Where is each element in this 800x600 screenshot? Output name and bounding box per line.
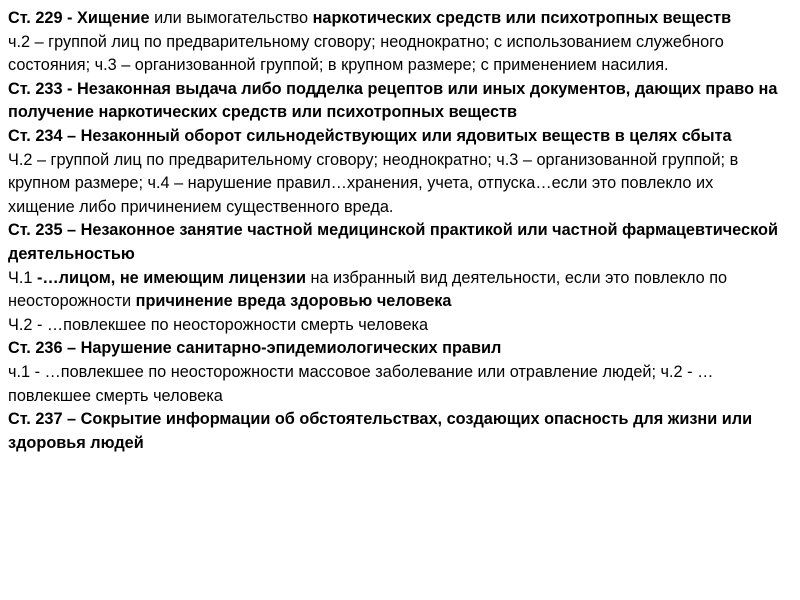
- heading-run: Ст. 235 – Незаконное занятие частной медицинской практикой или частной фармацевтической деятельностью: [8, 221, 778, 263]
- article-233-heading: [8, 78, 778, 125]
- document-page: [8, 7, 778, 455]
- body-run: -…лицом, не имеющим лицензии: [36, 268, 306, 287]
- heading-run: наркотических средств или психотропных веществ: [312, 9, 732, 27]
- heading-run: Ст. 236 – Нарушение санитарно-эпидемиологических правил: [8, 339, 502, 358]
- article-236-heading: [8, 337, 778, 361]
- body-run: ч.1 - …повлекшее по неосторожности массовое заболевание или отравление людей; ч.2 - …повлекшее смерть человека: [8, 362, 714, 405]
- article-234-heading: [8, 125, 778, 149]
- article-229-heading: [8, 7, 778, 31]
- article-236-body: [8, 361, 778, 408]
- article-235-body: [8, 267, 778, 314]
- body-run: Ч.2 – группой лиц по предварительному сговору; неоднократно; ч.3 – организованной группой; в крупном размере; ч.4 – нарушение правил…хранения, учета, отпуска…если это повлекло их хищение либо причинением существенного вреда.: [8, 150, 739, 216]
- article-229-body: [8, 31, 778, 78]
- heading-run: Ст. 229 - Хищение: [8, 9, 150, 27]
- heading-run: Ст. 237 – Сокрытие информации об обстоятельствах, создающих опасность для жизни или здоровья людей: [8, 410, 753, 452]
- article-235-body-part-2: [8, 314, 778, 338]
- body-run: ч.2 – группой лиц по предварительному сговору; неоднократно; с использованием служебного состояния; ч.3 – организованной группой; в крупном размере; с применением насилия.: [8, 32, 724, 75]
- body-run: причинение вреда здоровью человека: [135, 292, 452, 311]
- article-234-body: [8, 149, 778, 220]
- heading-run: или вымогательство: [149, 9, 313, 27]
- article-237-heading: [8, 408, 778, 455]
- body-run: на избранный вид деятельности, если это повлекло по неосторожности: [8, 268, 728, 311]
- body-run: Ч.1: [8, 268, 37, 287]
- heading-run: Ст. 234 – Незаконный оборот сильнодействующих или ядовитых веществ в целях сбыта: [8, 126, 732, 145]
- article-235-heading: [8, 219, 778, 266]
- body-run: Ч.2 - …повлекшее по неосторожности смерть человека: [8, 315, 429, 334]
- heading-run: Ст. 233 - Незаконная выдача либо подделка рецептов или иных документов, дающих право на получение наркотических средств или психотропных веществ: [8, 79, 778, 122]
